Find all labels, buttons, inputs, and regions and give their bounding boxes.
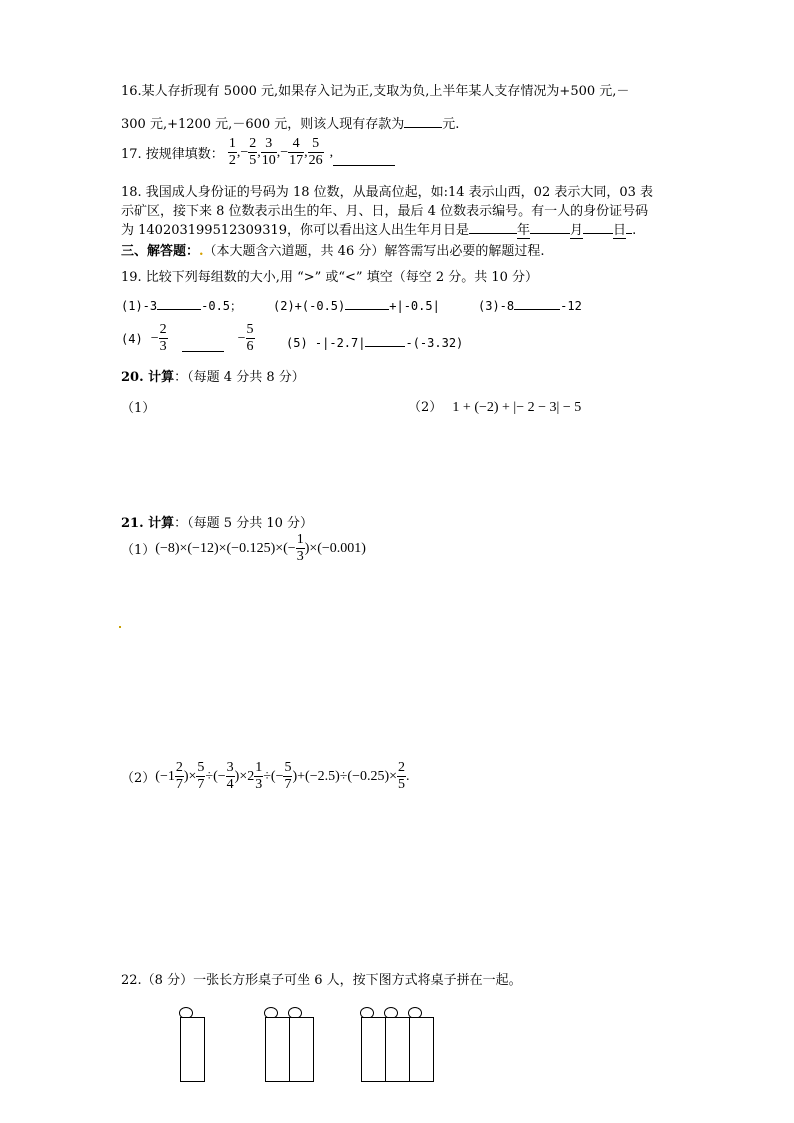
stray-mark	[119, 626, 121, 628]
q19-p5-left: (5) -|-2.7|	[286, 336, 366, 350]
q18-line2: 示矿区，接下来 8 位数表示出生的年、月、日，最后 4 位数表示编号。有一人的身份证号码	[121, 204, 649, 219]
q19-p4-right-sign: −	[237, 330, 246, 346]
q20-title-rest: ：（每题 4 分共 8 分）	[174, 370, 305, 385]
q21-expr-1-a: (−8)×(−12)×(−0.125)×(−	[155, 540, 296, 556]
q21-title-rest: ：（每题 5 分共 10 分）	[174, 516, 313, 531]
q19-p1-left: (1)-3	[121, 299, 158, 313]
q16-line2-text: 300 元,+1200 元,－600 元，则该人现有存款为	[121, 117, 405, 132]
table-rect	[409, 1017, 434, 1082]
q21-expr-2-f5: $\frac{5}{7}$	[284, 760, 292, 792]
q17-sign-4: −	[280, 144, 289, 160]
q17-frac-5: $\frac{5}{26}$	[308, 136, 323, 168]
q17-sep: ,	[276, 144, 281, 160]
q17-frac-4: $\frac{4}{17}$	[289, 136, 304, 168]
q20-title-num: 20. 计算	[121, 370, 175, 385]
table-rect	[180, 1017, 205, 1082]
q21-expr-2-f1: $\frac{2}{7}$	[175, 760, 183, 792]
q17-label: 17. 按规律填数：	[121, 147, 224, 162]
q19-p3-blank[interactable]	[514, 297, 560, 310]
section-3-heading	[121, 240, 545, 259]
q18-day-label: 日	[613, 223, 627, 238]
q21-expr-1-b: )×(−0.001)	[304, 540, 366, 556]
q21-sub-1	[121, 532, 366, 565]
q19-part-2	[273, 297, 440, 313]
q21-expr-2-f3: $\frac{3}{4}$	[226, 760, 234, 792]
q21-title	[121, 512, 313, 531]
q21-expr-2-p6: )+(−2.5)÷(−0.25)×	[292, 768, 398, 784]
q19-part-5	[286, 334, 463, 350]
q20-title	[121, 366, 305, 385]
q17-frac-1: $\frac{1}{2}$	[228, 136, 236, 168]
q17-frac-2: $\frac{2}{5}$	[249, 136, 257, 168]
q17-sign-2: −	[240, 144, 249, 160]
q19-p2-right: +|-0.5|	[389, 299, 440, 313]
q21-expr-2-end: .	[406, 768, 410, 784]
section-3-desc: （本大题含六道题，共 46 分）解答需写出必要的解题过程.	[203, 244, 545, 259]
q21-expr-2-f4: $\frac{1}{3}$	[255, 760, 263, 792]
q18-month-blank[interactable]	[530, 221, 570, 234]
q19-p2-blank[interactable]	[345, 297, 389, 310]
q18-day-blank[interactable]	[583, 221, 613, 234]
q18-year-label: 年	[517, 223, 531, 238]
q18-line1: 18. 我国成人身份证的号码为 18 位数，从最高位起，如:14 表示山西，02 表示大同，03 表	[121, 185, 654, 200]
q17-sep: ,	[304, 144, 308, 160]
q18-line3	[121, 219, 636, 238]
q16-line2-end: 元.	[442, 117, 460, 132]
q19-part-4	[121, 322, 255, 355]
q21-expr-2-p3: ÷(−	[205, 768, 226, 784]
q19-p3-left: (3)-8	[478, 299, 515, 313]
q19-p1-blank[interactable]	[157, 297, 201, 310]
q19-p4-label: (4)	[121, 331, 143, 346]
q18-month-label: 月	[570, 223, 584, 238]
q21-title-num: 21. 计算	[121, 516, 175, 531]
q17-answer-blank[interactable]	[333, 153, 395, 166]
q19-p3-right: -12	[560, 299, 582, 313]
q21-expr-2-f2: $\frac{5}{7}$	[197, 760, 205, 792]
q21-expr-2-p5: ÷(−	[263, 768, 284, 784]
q21-expr-1-frac: $\frac{1}{3}$	[296, 532, 304, 564]
q19-part-1	[121, 297, 242, 314]
q18-end: .	[632, 223, 637, 238]
table-rect	[361, 1017, 386, 1082]
section-3-dot: .	[199, 244, 204, 259]
q21-expr-2-f6: $\frac{2}{5}$	[398, 760, 406, 792]
q22-title: 22.（8 分）一张长方形桌子可坐 6 人，按下图方式将桌子拼在一起。	[121, 973, 522, 988]
q17-sep: ,	[236, 144, 241, 160]
q17	[121, 136, 395, 169]
q17-sep: ,	[329, 144, 334, 160]
q16-answer-blank[interactable]	[404, 115, 442, 128]
q19-p4-blank[interactable]	[182, 339, 224, 352]
table-rect	[289, 1017, 314, 1082]
q17-sep: ,	[257, 144, 261, 160]
q19-p4-left-sign: −	[150, 330, 159, 346]
q19-p2-left: (2)+(-0.5)	[273, 299, 346, 313]
q19-p5-right: -(-3.32)	[405, 336, 464, 350]
q19-title: 19. 比较下列每组数的大小,用 “>” 或“<” 填空（每空 2 分。共 10 分）	[121, 270, 539, 285]
q18-year-blank[interactable]	[469, 221, 517, 234]
table-rect	[385, 1017, 410, 1082]
q18-line3-text: 为 140203199512309319，你可以看出这人出生年月日是	[121, 223, 470, 238]
q20-sub-2-label: （2）	[408, 400, 443, 415]
q20-expr-2: 1 + (−2) + |− 2 − 3| − 5	[452, 400, 582, 415]
q21-sub-1-label: （1）	[121, 543, 156, 558]
q16-line2	[121, 113, 459, 132]
section-3-title: 三、解答题：	[121, 244, 200, 259]
q19-p4-right-frac: $\frac{5}{6}$	[246, 322, 254, 354]
q16-line1: 16.某人存折现有 5000 元,如果存入记为正,支取为负,上半年某人支存情况为+500 元,－	[121, 84, 630, 99]
q19-p1-right: -0.5；	[201, 299, 243, 313]
q19-part-3	[478, 297, 582, 313]
q19-p4-left-frac: $\frac{2}{3}$	[159, 322, 167, 354]
q21-expr-2-p1: (−1	[155, 768, 175, 784]
q21-expr-2-p4: )×2	[234, 768, 255, 784]
q20-sub-1: （1）	[121, 401, 156, 416]
q21-expr-2-p2: )×	[183, 768, 197, 784]
table-rect	[265, 1017, 290, 1082]
q17-frac-3: $\frac{3}{10}$	[261, 136, 276, 168]
q19-p5-blank[interactable]	[365, 334, 405, 347]
q20-sub-2	[408, 396, 581, 416]
q21-sub-2-label: （2）	[121, 771, 156, 786]
q21-sub-2	[121, 760, 410, 793]
